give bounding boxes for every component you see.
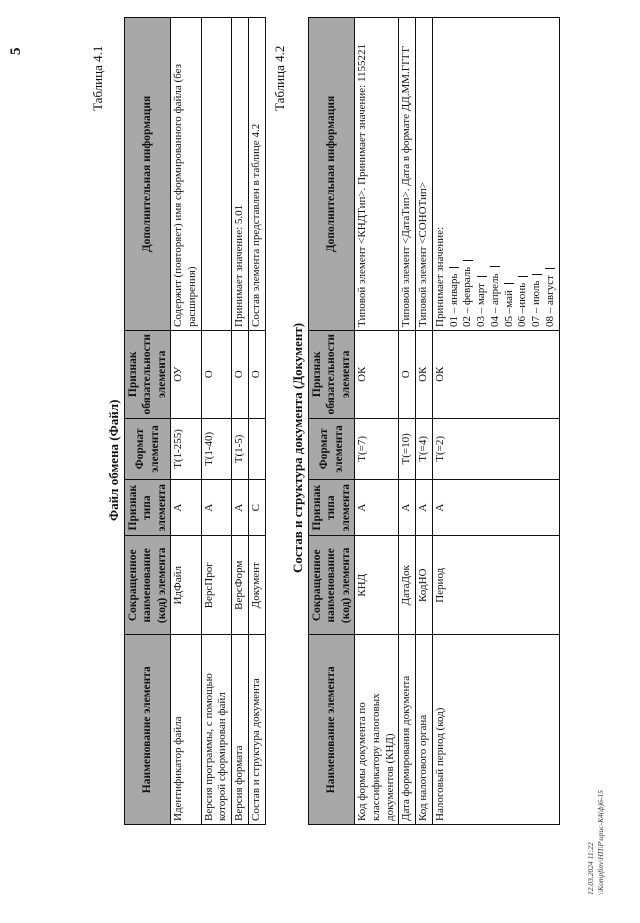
cell-required: ОУ (171, 330, 202, 418)
cell-type: А (232, 480, 249, 536)
header-cell: Признак обязательности элемента (125, 330, 171, 418)
header-cell: Формат элемента (125, 418, 171, 480)
cell-name: Код налогового органа (416, 635, 433, 825)
table-4-2-label: Таблица 4.2 (272, 45, 287, 111)
period-value: 07 – июль (530, 21, 544, 327)
cell-type: А (355, 480, 399, 536)
cell-code: ВерсПрог (201, 536, 232, 635)
table-4-2 (308, 17, 560, 825)
table-header-row (125, 18, 171, 825)
header-cell: Наименование элемента (309, 635, 355, 825)
cell-code: ДатаДок (399, 536, 416, 635)
cell-name: Состав и структура документа (248, 635, 265, 825)
cell-format: T(=7) (355, 418, 399, 480)
page-number: 5 (8, 47, 24, 55)
period-value: 06 –июнь (516, 21, 530, 327)
header-cell: Сокращенное наименование (код) элемента (309, 536, 355, 635)
cell-format (248, 418, 265, 480)
cell-required: О (248, 330, 265, 418)
table-row (232, 18, 249, 825)
cell-format: T(=2) (432, 418, 559, 480)
table-4-1-title: Файл обмена (Файл) (106, 399, 121, 521)
header-cell: Сокращенное наименование (код) элемента (125, 536, 171, 635)
cell-type: А (201, 480, 232, 536)
period-value: 03 – март (475, 21, 489, 327)
cell-format: T(1-40) (201, 418, 232, 480)
cell-code: Документ (248, 536, 265, 635)
cell-code: КодНО (416, 536, 433, 635)
period-value: 01 – январь (448, 21, 462, 327)
header-cell: Дополнительная информация (125, 18, 171, 331)
table-header-row (309, 18, 355, 825)
table-4-1 (124, 17, 266, 825)
cell-info-period (432, 18, 559, 331)
cell-info: Типовой элемент <СОНОТип> (416, 18, 433, 331)
header-cell: Формат элемента (309, 418, 355, 480)
cell-name: Версия формата (232, 635, 249, 825)
cell-code: ИдФайл (171, 536, 202, 635)
footer-path: \\Kompfinv\НП\Р\ирис-К4(ф)6-15 (595, 790, 605, 895)
table-row (416, 18, 433, 825)
cell-code: Период (432, 536, 559, 635)
cell-format: T(1-255) (171, 418, 202, 480)
cell-format: T(=4) (416, 418, 433, 480)
cell-code: ВерсФорм (232, 536, 249, 635)
cell-type: А (432, 480, 559, 536)
cell-name: Налоговый период (код) (432, 635, 559, 825)
cell-type: А (171, 480, 202, 536)
table-row (171, 18, 202, 825)
cell-info: Состав элемента представлен в таблице 4.2 (248, 18, 265, 331)
period-value: 05 –май (503, 21, 517, 327)
cell-format: T(=10) (399, 418, 416, 480)
cell-required: О (201, 330, 232, 418)
header-cell: Наименование элемента (125, 635, 171, 825)
period-intro: Принимает значение: (433, 226, 446, 327)
cell-required: О (232, 330, 249, 418)
period-value: 04 – апрель (489, 21, 503, 327)
table-row (432, 18, 559, 825)
table-4-1-label: Таблица 4.1 (90, 45, 105, 111)
table-row (248, 18, 265, 825)
period-value: 08 – август (544, 21, 558, 327)
cell-required: О (399, 330, 416, 418)
cell-name: Код формы документа по классификатору налоговых документов (КНД) (355, 635, 399, 825)
cell-format: T(1-5) (232, 418, 249, 480)
cell-info: Типовой элемент <КНДТип>. Принимает значение: 1155221 (355, 18, 399, 331)
table-row (201, 18, 232, 825)
cell-type: С (248, 480, 265, 536)
cell-info (201, 18, 232, 331)
table-4-2-title: Состав и структура документа (Документ) (290, 322, 305, 573)
cell-name: Дата формирования документа (399, 635, 416, 825)
header-cell: Дополнительная информация (309, 18, 355, 331)
cell-code: КНД (355, 536, 399, 635)
table-row (399, 18, 416, 825)
period-value: 02 – февраль (461, 21, 475, 327)
cell-info: Принимает значение: 5.01 (232, 18, 249, 331)
cell-info: Содержит (повторяет) имя сформированного файла (без расширения) (171, 18, 202, 331)
footer (586, 790, 606, 895)
cell-name: Версия программы, с помощью которой сформирован файл (201, 635, 232, 825)
header-cell: Признак обязательности элемента (309, 330, 355, 418)
header-cell: Признак типа элемента (125, 480, 171, 536)
header-cell: Признак типа элемента (309, 480, 355, 536)
cell-required: ОК (416, 330, 433, 418)
cell-required: ОК (355, 330, 399, 418)
cell-name: Идентификатор файла (171, 635, 202, 825)
cell-info: Типовой элемент <ДатаТип>. Дата в формате ДД.ММ.ГГГГ (399, 18, 416, 331)
cell-type: А (416, 480, 433, 536)
footer-date: 12.03.2024 11:22 (586, 842, 595, 895)
cell-type: А (399, 480, 416, 536)
table-row (355, 18, 399, 825)
cell-required: ОК (432, 330, 559, 418)
